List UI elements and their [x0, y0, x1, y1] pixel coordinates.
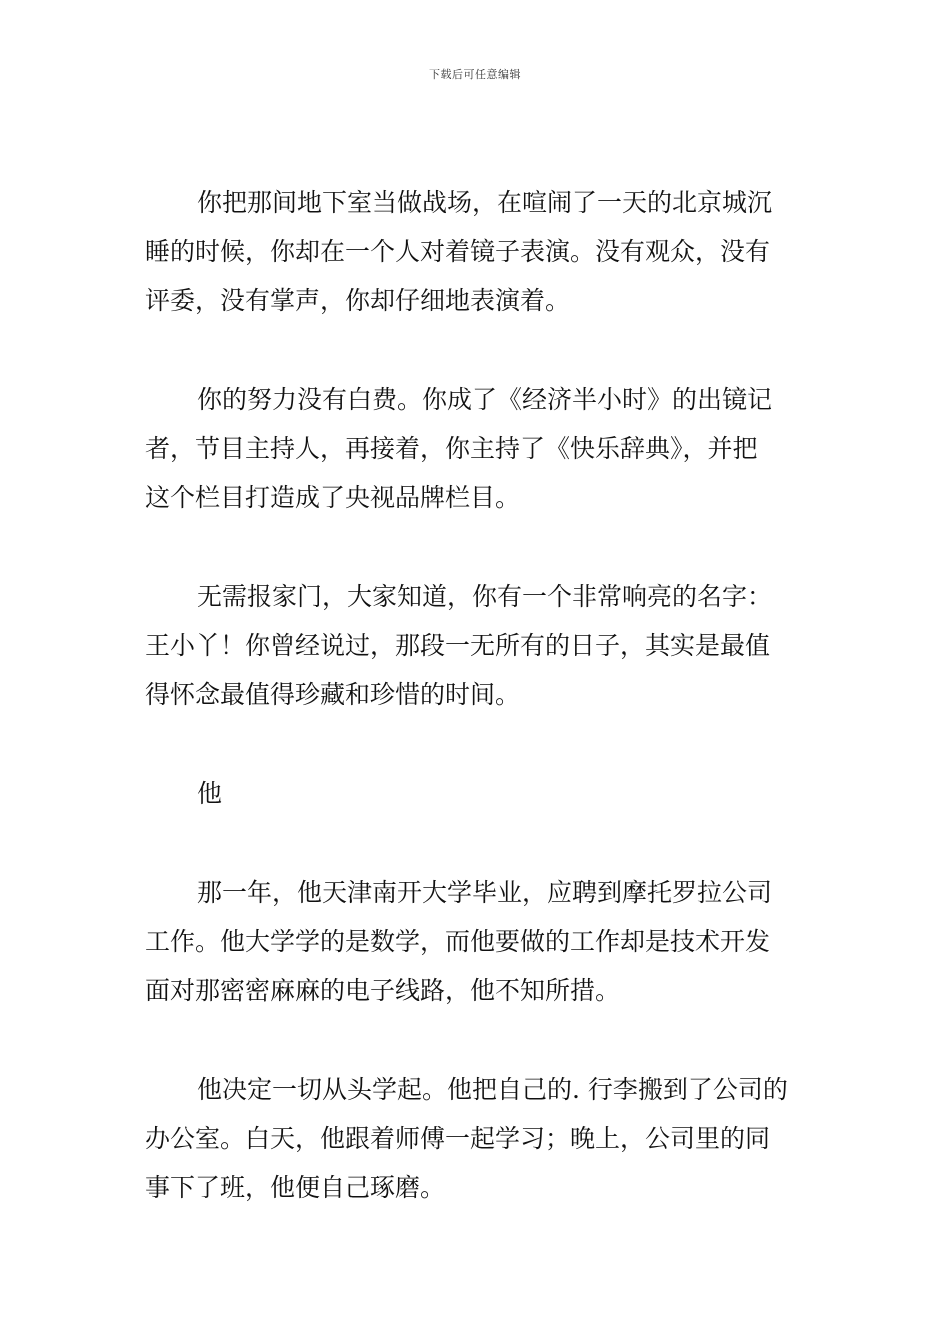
- text-line: 工作。他大学学的是数学，而他要做的工作却是技术开发: [145, 927, 771, 956]
- paragraph: [145, 375, 807, 522]
- text-line: 你把那间地下室当做战场，在喧闹了一天的北京城沉: [197, 188, 773, 217]
- text-line: 王小丫！你曾经说过，那段一无所有的日子，其实是最值: [145, 631, 771, 660]
- text-line: 这个栏目打造成了央视品牌栏目。: [145, 483, 521, 512]
- text-line: 评委，没有掌声，你却仔细地表演着。: [145, 286, 571, 315]
- text-line: 者，节目主持人，再接着，你主持了《快乐辞典》，并把: [145, 434, 758, 463]
- paragraph: [145, 769, 807, 818]
- paragraph: [145, 1065, 807, 1212]
- text-line: 你的努力没有白费。你成了《经济半小时》的出镜记: [197, 385, 773, 414]
- text-line: 那一年，他天津南开大学毕业，应聘到摩托罗拉公司: [197, 878, 773, 907]
- text-line: 事下了班，他便自己琢磨。: [145, 1173, 446, 1202]
- text-line: 得怀念最值得珍藏和珍惜的时间。: [145, 680, 521, 709]
- document-body: [145, 178, 807, 1212]
- text-line: 无需报家门，大家知道，你有一个非常响亮的名字：: [197, 582, 773, 611]
- text-line: 面对那密密麻麻的电子线路，他不知所措。: [145, 976, 621, 1005]
- text-line: 办公室。白天，他跟着师傅一起学习；晚上，公司里的同: [145, 1124, 771, 1153]
- text-line: 他: [197, 779, 223, 808]
- paragraph: [145, 178, 807, 325]
- text-line: 他决定一切从头学起。他把自己的. 行李搬到了公司的: [197, 1075, 788, 1104]
- text-line: 睡的时候，你却在一个人对着镜子表演。没有观众，没有: [145, 237, 771, 266]
- paragraph: [145, 572, 807, 719]
- paragraph: [145, 868, 807, 1015]
- page-header: 下载后可任意编辑: [429, 68, 521, 81]
